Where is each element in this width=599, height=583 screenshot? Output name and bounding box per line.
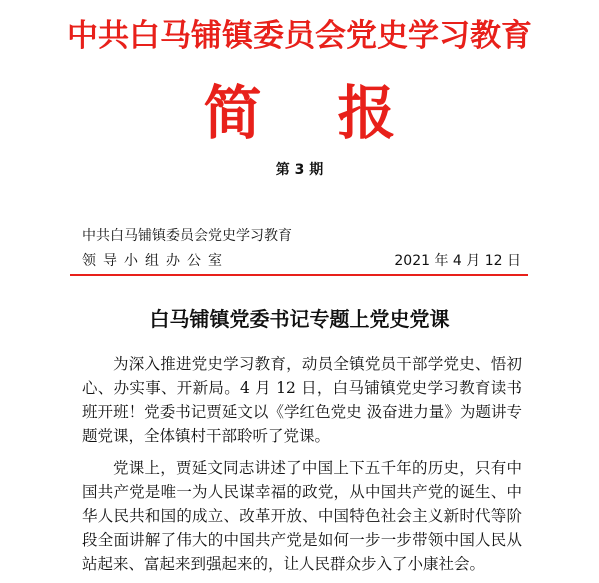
bulletin-title-char-1: 简 [203, 79, 262, 147]
article-paragraph-2: 党课上，贾延文同志讲述了中国上下五千年的历史，只有中国共产党是唯一为人民谋幸福的政党，从中国共产党的诞生、中华人民共和国的成立、改革开放、中国特色社会主义新时代等阶段全面讲解了伟大的中国共产党是如何一步一步带领中国人民从站起来、富起来到强起来的，让人民群众步入了小康社会。 [82, 459, 522, 573]
article-title: 白马铺镇党委书记专题上党史党课 [149, 307, 450, 331]
red-divider-line [70, 274, 528, 276]
issuer-line-2: 领导小组办公室 [82, 253, 229, 269]
article-paragraph-1: 为深入推进党史学习教育，动员全镇党员干部学党史、悟初心、办实事、开新局。4 月 12 日，白马铺镇党史学习教育读书班开班！党委书记贾延文以《学红色党史 汲奋进力量》为题讲专题党课，全体镇村干部聆听了党课。 [82, 355, 522, 445]
issue-date: 2021 年 4 月 12 日 [394, 253, 521, 269]
bulletin-title-char-2: 报 [337, 79, 396, 147]
bulletin-title [0, 78, 599, 148]
issuer-line-1: 中共白马铺镇委员会党史学习教育 [82, 228, 292, 244]
organization-title: 中共白马铺镇委员会党史学习教育 [67, 18, 532, 54]
issue-number: 第 3 期 [275, 162, 324, 178]
